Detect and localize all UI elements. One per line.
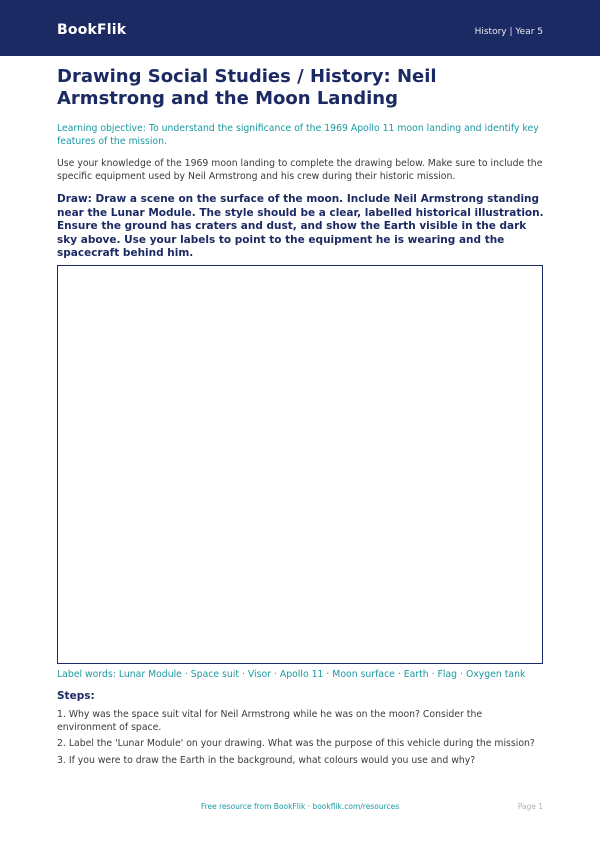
intro-text: Use your knowledge of the 1969 moon landing to complete the drawing below. Make sure to include the specific equipment used by Neil Armstrong and his crew during their historic mission. [57, 158, 543, 182]
drawing-area[interactable] [57, 265, 543, 664]
steps-list [57, 709, 543, 771]
steps-heading: Steps: [57, 690, 95, 702]
label-words: Label words: Lunar Module · Space suit · Visor · Apollo 11 · Moon surface · Earth · Flag · Oxygen tank [57, 669, 526, 680]
page-number: Page 1 [517, 802, 543, 811]
header-bar [0, 0, 600, 56]
step-item: 1. Why was the space suit vital for Neil Armstrong while he was on the moon? Consider the environment of space. [57, 709, 483, 733]
step-item: 3. If you were to draw the Earth in the background, what colours would you use and why? [57, 754, 476, 766]
step-item: 2. Label the 'Lunar Module' on your drawing. What was the purpose of this vehicle during the mission? [57, 738, 535, 749]
brand-logo: BookFlik [57, 22, 127, 38]
page-title: Drawing Social Studies / History: Neil Armstrong and the Moon Landing [57, 66, 437, 109]
draw-task: Draw: Draw a scene on the surface of the moon. Include Neil Armstrong standing near the Lunar Module. The style should be a clear, labelled historical illustration. Ensure the ground has craters and dust, and show the Earth visible in the dark sky above. Use your labels to point to the equipment he is wearing and the spacecraft behind him. [57, 193, 544, 259]
subject-year-label: History | Year 5 [474, 27, 543, 37]
footer-link[interactable]: Free resource from BookFlik · bookflik.com/resources [200, 802, 400, 811]
learning-objective: Learning objective: To understand the significance of the 1969 Apollo 11 moon landing and identify key features of the mission. [57, 123, 539, 147]
